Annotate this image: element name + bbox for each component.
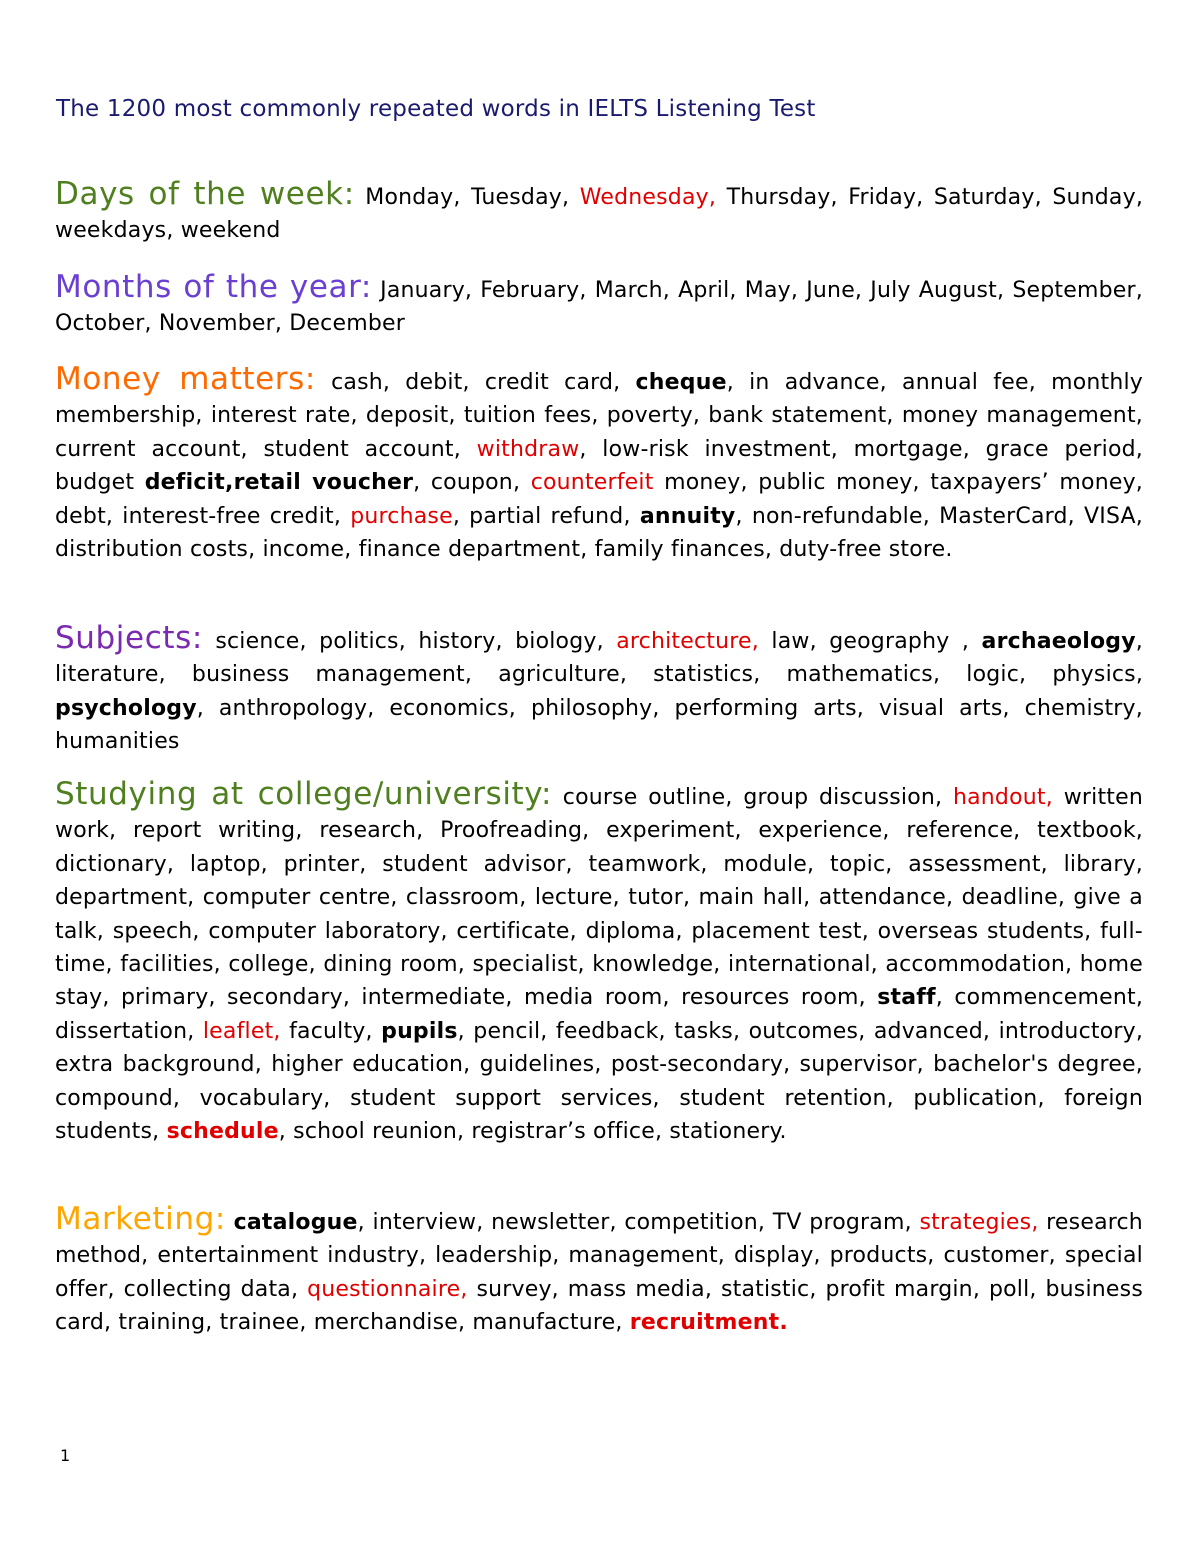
vocab-word: department,: [55, 885, 195, 911]
section-studying: [55, 778, 1143, 1148]
vocab-word: questionnaire,: [307, 1276, 468, 1302]
vocab-word: main hall,: [698, 885, 811, 911]
vocab-word: logic,: [966, 662, 1027, 688]
vocab-word: purchase: [350, 503, 453, 529]
vocab-word: weekend: [180, 218, 281, 244]
vocab-word: debit,: [405, 370, 470, 395]
vocab-word: visual arts,: [878, 695, 1010, 721]
vocab-word: pupils: [381, 1018, 458, 1044]
vocab-word: post-secondary,: [610, 1052, 791, 1078]
vocab-word: dictionary,: [55, 851, 175, 877]
vocab-word: humanities: [55, 729, 180, 755]
vocab-word: mortgage,: [853, 436, 970, 462]
vocab-word: guidelines,: [479, 1052, 602, 1078]
vocab-word: higher education,: [271, 1052, 471, 1078]
vocab-word: faculty,: [289, 1018, 373, 1044]
vocab-word: experiment,: [606, 818, 742, 844]
vocab-word: May,: [744, 278, 799, 303]
vocab-word: December: [289, 311, 405, 337]
vocab-word: September,: [1012, 278, 1143, 303]
vocab-word: poverty,: [606, 403, 701, 429]
vocab-word: mass media,: [567, 1276, 713, 1302]
section-months-of-year: [55, 271, 1143, 341]
vocab-word: classroom,: [405, 885, 527, 911]
vocab-word: customer,: [943, 1243, 1056, 1269]
vocab-word: topic,: [830, 851, 893, 877]
vocab-word: tasks,: [674, 1018, 741, 1044]
vocab-word: diploma,: [585, 918, 683, 944]
vocab-word: distribution costs,: [55, 537, 256, 563]
vocab-word: advanced,: [873, 1018, 991, 1044]
vocab-word: certificate,: [456, 918, 577, 944]
vocab-word: March,: [594, 278, 670, 303]
vocab-word: chemistry,: [1024, 695, 1143, 721]
vocab-word: Monday,: [365, 185, 461, 210]
vocab-word: philosophy,: [530, 695, 660, 721]
vocab-word: Proofreading,: [440, 818, 590, 844]
vocab-word: bachelor's degree,: [933, 1052, 1143, 1078]
vocab-word: catalogue: [233, 1210, 358, 1235]
vocab-word: student advisor,: [382, 851, 573, 877]
vocab-word: agriculture,: [498, 662, 628, 688]
vocab-word: poll,: [988, 1276, 1037, 1302]
vocab-word: , commencement,: [935, 985, 1144, 1011]
vocab-word: specialist,: [472, 952, 585, 978]
vocab-word: physics,: [1052, 662, 1144, 688]
vocab-word: reference,: [906, 818, 1021, 844]
vocab-word: , in advance,: [726, 370, 887, 395]
vocab-word: public money,: [758, 470, 920, 496]
vocab-word: library,: [1063, 851, 1143, 877]
vocab-word: home stay,: [55, 952, 1143, 1011]
vocab-word: law,: [771, 629, 817, 654]
vocab-word: publication,: [913, 1085, 1045, 1111]
vocab-word: supervisor,: [799, 1052, 924, 1078]
vocab-word: laptop,: [189, 851, 268, 877]
document-title: The 1200 most commonly repeated words in IELTS Listening Test: [56, 96, 816, 122]
vocab-word: outcomes,: [748, 1018, 866, 1044]
vocab-word: leaflet,: [202, 1018, 281, 1044]
vocab-word: current account,: [55, 436, 248, 462]
vocab-word: display,: [733, 1243, 821, 1269]
vocab-word: speech,: [112, 918, 200, 944]
vocab-word: economics,: [389, 695, 516, 721]
vocab-word: , partial refund,: [452, 503, 631, 529]
vocab-word: , low-risk investment,: [579, 436, 838, 462]
vocab-word: January,: [380, 278, 473, 303]
vocab-word: interest rate,: [210, 403, 358, 429]
section-money-matters: [55, 363, 1143, 566]
vocab-word: lecture,: [534, 885, 620, 911]
vocab-word: money management,: [901, 403, 1143, 429]
vocab-word: entertainment industry,: [157, 1243, 427, 1269]
vocab-word: deposit,: [365, 403, 456, 429]
vocab-word: Thursday,: [726, 185, 838, 210]
vocab-word: merchandise,: [313, 1310, 466, 1336]
vocab-word: annual fee,: [902, 370, 1036, 395]
vocab-word: architecture,: [616, 629, 759, 654]
vocab-word: dissertation,: [55, 1018, 195, 1044]
vocab-word: handout,: [952, 785, 1053, 810]
vocab-word: media room,: [523, 985, 670, 1011]
vocab-word: student support services,: [350, 1085, 660, 1111]
vocab-word: monthly membership,: [55, 370, 1144, 429]
vocab-word: Sunday,: [1052, 185, 1144, 210]
vocab-word: placement test,: [691, 918, 869, 944]
vocab-word: training,: [118, 1310, 213, 1336]
vocab-word: credit card,: [484, 370, 621, 395]
vocab-word: business management,: [191, 662, 473, 688]
vocab-word: income,: [262, 537, 352, 563]
vocab-word: withdraw: [476, 436, 580, 462]
vocab-word: mathematics,: [786, 662, 941, 688]
vocab-word: , pencil,: [457, 1018, 548, 1044]
vocab-word: strategies,: [919, 1210, 1039, 1235]
vocab-word: facilities,: [120, 952, 221, 978]
vocab-word: international,: [728, 952, 878, 978]
vocab-word: feedback,: [555, 1018, 666, 1044]
vocab-word: June,: [806, 278, 863, 303]
vocab-word: Friday,: [848, 185, 924, 210]
vocab-word: textbook,: [1037, 818, 1143, 844]
vocab-word: full-time,: [55, 918, 1143, 978]
section-subjects: [55, 622, 1143, 759]
vocab-word: secondary,: [227, 985, 351, 1011]
vocab-word: annuity: [639, 503, 736, 529]
vocab-word: politics,: [319, 629, 406, 654]
section-heading: Days of the week:: [55, 176, 355, 212]
vocab-word: primary,: [120, 985, 216, 1011]
vocab-word: archaeology: [981, 629, 1136, 654]
vocab-word: compound,: [55, 1085, 181, 1111]
vocab-word: October,: [55, 311, 152, 337]
vocab-word: statistics,: [653, 662, 761, 688]
vocab-word: leadership,: [435, 1243, 560, 1269]
section-heading: Marketing:: [55, 1201, 226, 1237]
vocab-word: college,: [228, 952, 316, 978]
vocab-word: survey,: [476, 1276, 559, 1302]
vocab-word: research method,: [55, 1210, 1143, 1269]
section-marketing: [55, 1203, 1143, 1340]
vocab-word: teamwork,: [588, 851, 708, 877]
vocab-word: TV program,: [772, 1210, 912, 1235]
section-heading: Subjects:: [55, 620, 203, 656]
vocab-word: experience,: [758, 818, 890, 844]
section-heading: Studying at college/university:: [55, 776, 553, 812]
section-heading: Months of the year:: [55, 269, 372, 305]
vocab-word: science,: [215, 629, 307, 654]
vocab-word: management,: [568, 1243, 725, 1269]
vocab-word: dining room,: [323, 952, 465, 978]
vocab-word: assessment,: [908, 851, 1048, 877]
vocab-word: group discussion,: [743, 785, 943, 810]
vocab-word: Saturday,: [933, 185, 1042, 210]
vocab-word: foreign students,: [55, 1085, 1143, 1145]
section-heading: Money matters:: [55, 361, 316, 397]
vocab-word: duty-free store.: [779, 537, 953, 563]
section-days-of-week: [55, 178, 1143, 248]
vocab-word: collecting data,: [123, 1276, 299, 1302]
vocab-word: taxpayers’ money,: [930, 470, 1143, 496]
vocab-word: cheque: [635, 370, 727, 395]
vocab-word: debt,: [55, 503, 114, 529]
vocab-word: family finances,: [594, 537, 773, 563]
vocab-word: history,: [418, 629, 503, 654]
vocab-word: knowledge,: [592, 952, 721, 978]
vocab-word: tuition fees,: [463, 403, 599, 429]
vocab-word: business card,: [55, 1276, 1143, 1336]
vocab-word: statistic,: [720, 1276, 817, 1302]
vocab-word: give a talk,: [55, 885, 1143, 944]
vocab-word: grace period,: [985, 436, 1143, 462]
vocab-word: bank statement,: [708, 403, 894, 429]
vocab-word: products,: [829, 1243, 935, 1269]
vocab-word: deficit,retail voucher: [144, 470, 414, 496]
vocab-word: February,: [480, 278, 587, 303]
vocab-word: research,: [319, 818, 424, 844]
vocab-word: course outline,: [562, 785, 733, 810]
vocab-word: overseas students,: [877, 918, 1092, 944]
vocab-word: student retention,: [679, 1085, 894, 1111]
vocab-word: , non-refundable,: [735, 503, 930, 529]
vocab-word: computer laboratory,: [208, 918, 448, 944]
vocab-word: , coupon,: [413, 470, 521, 496]
vocab-word: weekdays,: [55, 218, 174, 244]
vocab-word: tutor,: [628, 885, 691, 911]
vocab-word: special offer,: [55, 1243, 1143, 1302]
vocab-word: , interview,: [357, 1210, 484, 1235]
vocab-word: module,: [723, 851, 815, 877]
vocab-word: July August,: [870, 278, 1005, 303]
vocab-word: competition,: [624, 1210, 766, 1235]
vocab-word: student account,: [263, 436, 461, 462]
vocab-word: profit margin,: [825, 1276, 981, 1302]
vocab-word: interest-free credit,: [122, 503, 342, 529]
vocab-word: manufacture,: [472, 1310, 623, 1336]
vocab-word: psychology: [55, 695, 197, 721]
page-number: 1: [60, 1446, 71, 1465]
vocab-word: written work,: [55, 785, 1143, 844]
vocab-word: computer centre,: [202, 885, 398, 911]
vocab-word: November,: [158, 311, 283, 337]
vocab-word: schedule: [166, 1119, 279, 1145]
vocab-word: registrar’s office,: [471, 1119, 663, 1145]
vocab-word: trainee,: [219, 1310, 307, 1336]
vocab-word: deadline,: [961, 885, 1066, 911]
vocab-word: April,: [678, 278, 737, 303]
vocab-word: , anthropology,: [196, 695, 375, 721]
vocab-word: counterfeit: [530, 470, 654, 496]
vocab-word: geography ,: [829, 629, 970, 654]
vocab-word: Wednesday,: [579, 185, 717, 210]
vocab-word: performing arts,: [674, 695, 864, 721]
vocab-word: staff: [877, 985, 936, 1011]
vocab-word: printer,: [283, 851, 367, 877]
vocab-word: , literature,: [55, 629, 1143, 688]
vocab-word: extra background,: [55, 1052, 262, 1078]
vocab-word: , school reunion,: [278, 1119, 465, 1145]
vocab-word: report writing,: [133, 818, 303, 844]
vocab-word: VISA,: [1084, 503, 1144, 529]
vocab-word: vocabulary,: [199, 1085, 331, 1111]
vocab-word: money,: [664, 470, 748, 496]
vocab-word: introductory,: [998, 1018, 1144, 1044]
vocab-word: recruitment.: [629, 1310, 788, 1336]
vocab-word: biology,: [515, 629, 604, 654]
vocab-word: MasterCard,: [939, 503, 1075, 529]
vocab-word: resources room,: [681, 985, 866, 1011]
vocab-word: newsletter,: [491, 1210, 617, 1235]
vocab-word: attendance,: [818, 885, 954, 911]
vocab-word: intermediate,: [361, 985, 513, 1011]
vocab-word: cash,: [331, 370, 391, 395]
vocab-word: finance department,: [358, 537, 588, 563]
vocab-word: stationery.: [669, 1119, 787, 1145]
vocab-word: Tuesday,: [471, 185, 570, 210]
vocab-word: budget: [55, 470, 135, 496]
vocab-word: accommodation,: [885, 952, 1073, 978]
